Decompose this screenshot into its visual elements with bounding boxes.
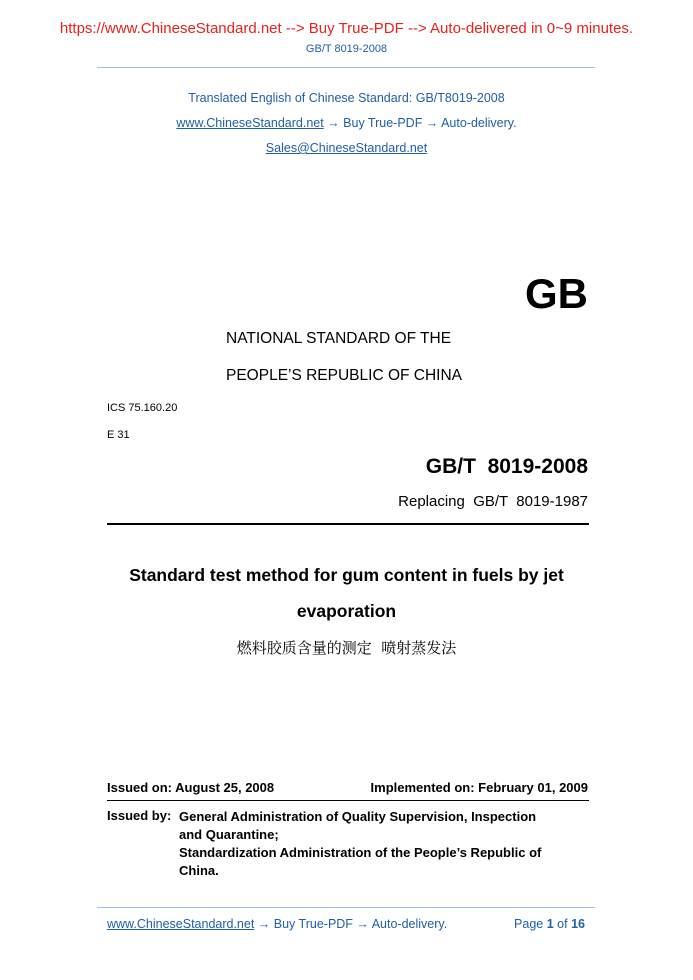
- issued-by-line4: China.: [179, 863, 219, 878]
- issued-on: Issued on: August 25, 2008: [107, 780, 275, 795]
- issued-by-text: [179, 808, 541, 880]
- footer-site-link[interactable]: www.ChineseStandard.net: [107, 917, 255, 931]
- issued-by-line2: and Quarantine;: [179, 827, 279, 842]
- page-indicator: [514, 917, 585, 931]
- page-total: 16: [571, 917, 585, 931]
- of-word: of: [557, 917, 568, 931]
- issued-by-label: Issued by:: [107, 808, 172, 823]
- translated-line: Translated English of Chinese Standard: GB/T8019-2008: [188, 91, 505, 105]
- footer-divider: [97, 907, 595, 908]
- page-number: 1: [546, 917, 554, 931]
- title-chinese: 燃料胶质含量的测定 喷射蒸发法: [236, 639, 457, 657]
- issued-divider: [107, 800, 589, 801]
- issued-by-line1: General Administration of Quality Supervision, Inspection: [179, 809, 537, 824]
- header-divider: [97, 67, 595, 68]
- issued-by-line3: Standardization Administration of the People’s Republic of: [179, 845, 542, 860]
- footer-buy-text: → Buy True-PDF → Auto-delivery.: [254, 917, 448, 931]
- title-divider: [107, 523, 589, 525]
- gb-logo: GB: [525, 270, 588, 317]
- standard-number: GB/T 8019-2008: [425, 455, 588, 478]
- header-promo[interactable]: https://www.ChineseStandard.net --> Buy True-PDF --> Auto-delivered in 0~9 minutes.: [59, 20, 634, 37]
- buy-line-text: → Buy True-PDF → Auto-delivery.: [323, 116, 517, 130]
- email-line: [0, 141, 693, 155]
- page-word: Page: [514, 917, 544, 931]
- implemented-on: Implemented on: February 01, 2009: [370, 780, 588, 795]
- site-link[interactable]: www.ChineseStandard.net: [176, 116, 324, 130]
- ics-code: ICS 75.160.20: [107, 402, 178, 414]
- buy-line: [0, 116, 693, 130]
- footer-buy-line: [107, 917, 447, 931]
- national-standard-line2: PEOPLE’S REPUBLIC OF CHINA: [226, 367, 463, 384]
- replacing-line: Replacing GB/T 8019-1987: [398, 493, 588, 510]
- email-link[interactable]: Sales@ChineseStandard.net: [265, 141, 428, 155]
- header-standard-code: GB/T 8019-2008: [305, 43, 388, 55]
- title-line1: Standard test method for gum content in fuels by jet: [129, 565, 564, 585]
- national-standard-line1: NATIONAL STANDARD OF THE: [226, 330, 452, 347]
- title-line2: evaporation: [296, 601, 397, 621]
- ccs-code: E 31: [107, 429, 130, 441]
